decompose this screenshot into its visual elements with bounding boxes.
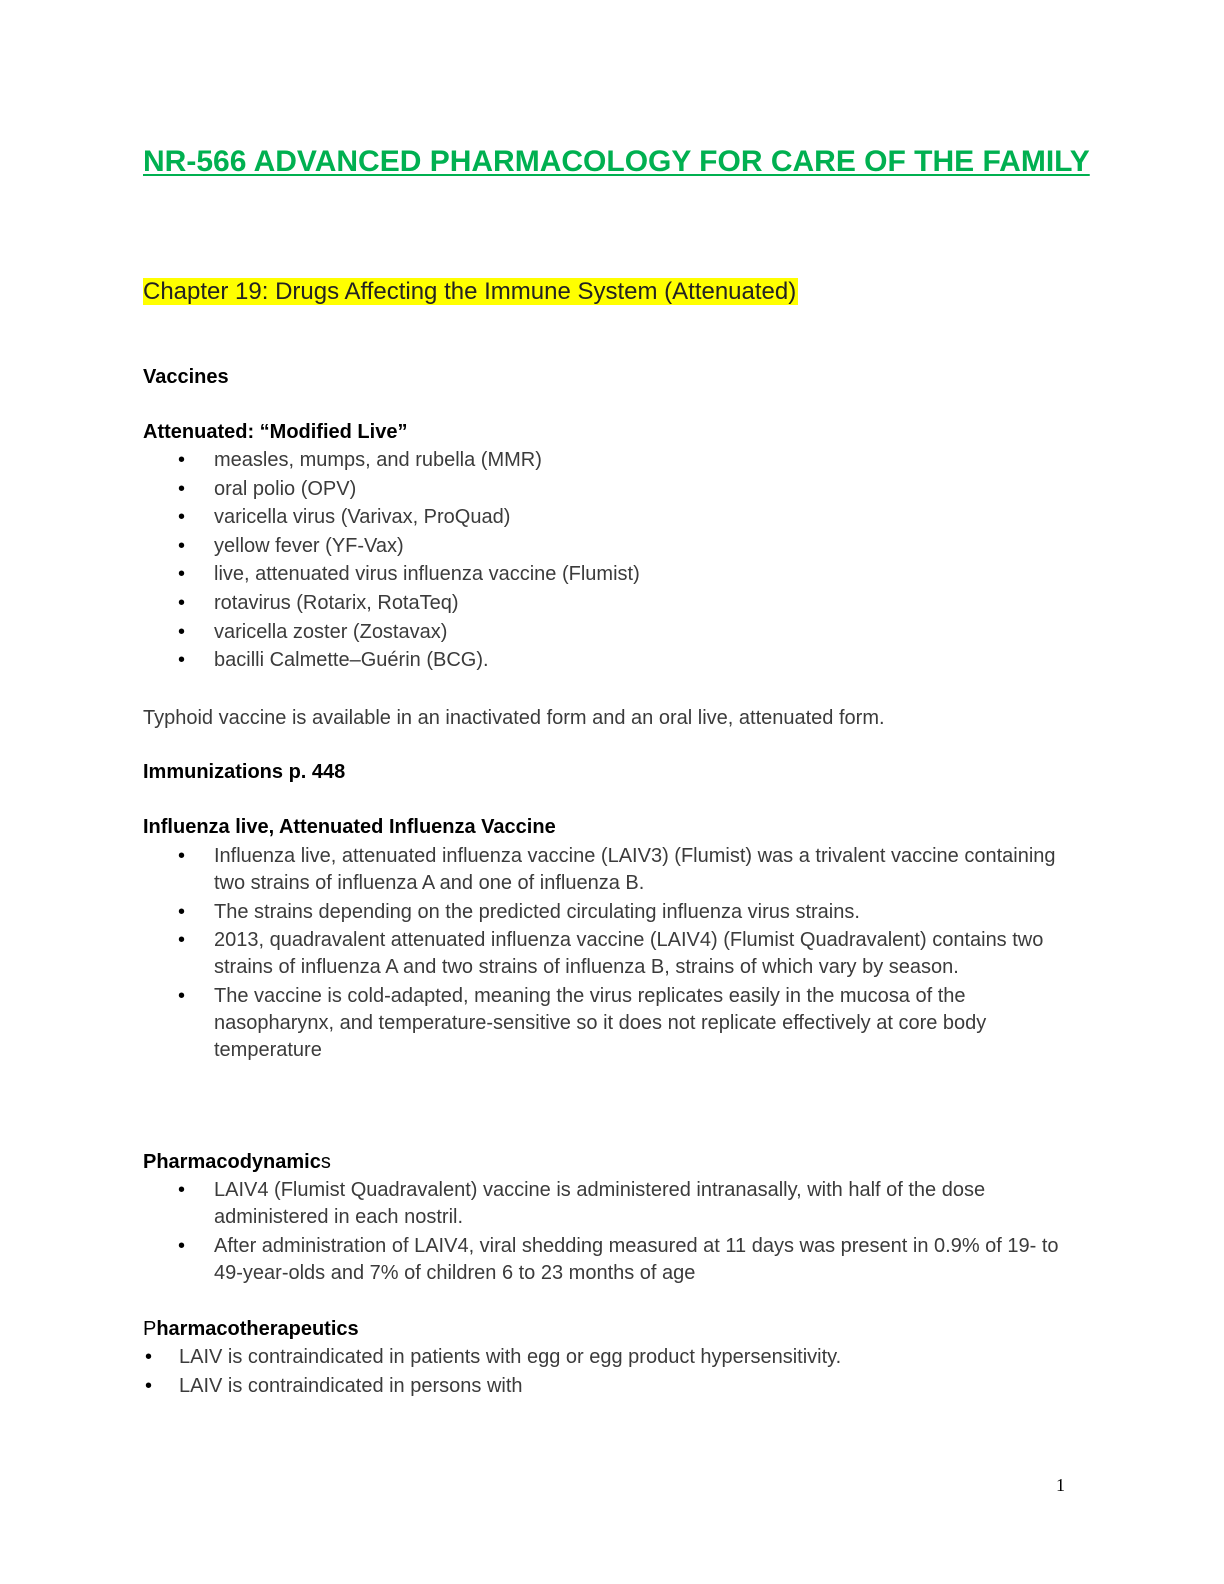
list-item: • Influenza live, attenuated influenza vaccine (LAIV3) (Flumist) was a trivalent vaccine containing two strains of influenza A and one of influenza B.: [143, 843, 1083, 897]
pharmacotherapeutics-list: [143, 1343, 1083, 1400]
pharmacodynamics-list: [143, 1177, 1083, 1288]
list-item: • yellow fever (YF-Vax): [143, 532, 640, 561]
list-item: • LAIV is contraindicated in persons with: [143, 1372, 1083, 1401]
page-number: 1: [1056, 1475, 1065, 1495]
chapter-heading: [143, 276, 798, 308]
pharmacotherapeutics-heading-bold: harmacotherapeutics: [156, 1318, 359, 1340]
influenza-list: [143, 843, 1083, 1065]
list-item: • The vaccine is cold-adapted, meaning the virus replicates easily in the mucosa of the nasopharynx, and temperature-sensitive so it does not replicate effectively at core body temperature: [143, 983, 1083, 1064]
pharmacodynamics-heading-bold: Pharmacodynamic: [143, 1151, 321, 1173]
pharmacodynamics-heading: [143, 1149, 331, 1175]
influenza-heading: Influenza live, Attenuated Influenza Vaccine: [143, 816, 556, 838]
list-item: • live, attenuated virus influenza vaccine (Flumist): [143, 560, 640, 589]
list-item: • rotavirus (Rotarix, RotaTeq): [143, 589, 640, 618]
list-item: • After administration of LAIV4, viral shedding measured at 11 days was present in 0.9% of 19- to 49-year-olds and 7% of children 6 to 23 months of age: [143, 1233, 1083, 1287]
list-item: • measles, mumps, and rubella (MMR): [143, 446, 640, 475]
attenuated-heading: Attenuated: “Modified Live”: [143, 421, 408, 443]
pharmacotherapeutics-heading: [143, 1316, 359, 1342]
typhoid-note: Typhoid vaccine is available in an inactivated form and an oral live, attenuated form.: [143, 707, 885, 729]
list-item: • oral polio (OPV): [143, 475, 640, 504]
list-item: • 2013, quadravalent attenuated influenza vaccine (LAIV4) (Flumist Quadravalent) contains two strains of influenza A and two strains of influenza B, strains of which vary by season.: [143, 927, 1083, 981]
list-item: • LAIV is contraindicated in patients with egg or egg product hypersensitivity.: [143, 1343, 1083, 1372]
list-item: • varicella virus (Varivax, ProQuad): [143, 503, 640, 532]
vaccines-heading: Vaccines: [143, 366, 229, 388]
list-item: • LAIV4 (Flumist Quadravalent) vaccine is administered intranasally, with half of the dose administered in each nostril.: [143, 1177, 1083, 1231]
attenuated-vaccine-list: [143, 446, 640, 675]
list-item: • varicella zoster (Zostavax): [143, 618, 640, 647]
immunizations-heading: Immunizations p. 448: [143, 761, 346, 783]
pharmacodynamics-heading-tail: s: [320, 1151, 331, 1173]
document-title: NR-566 ADVANCED PHARMACOLOGY FOR CARE OF THE FAMILY: [143, 145, 1090, 178]
list-item: • The strains depending on the predicted circulating influenza virus strains.: [143, 899, 1083, 926]
list-item: • bacilli Calmette–Guérin (BCG).: [143, 646, 640, 675]
chapter-heading-text: Chapter 19: Drugs Affecting the Immune System (Attenuated): [143, 278, 797, 305]
pharmacotherapeutics-heading-lead: P: [143, 1318, 157, 1340]
